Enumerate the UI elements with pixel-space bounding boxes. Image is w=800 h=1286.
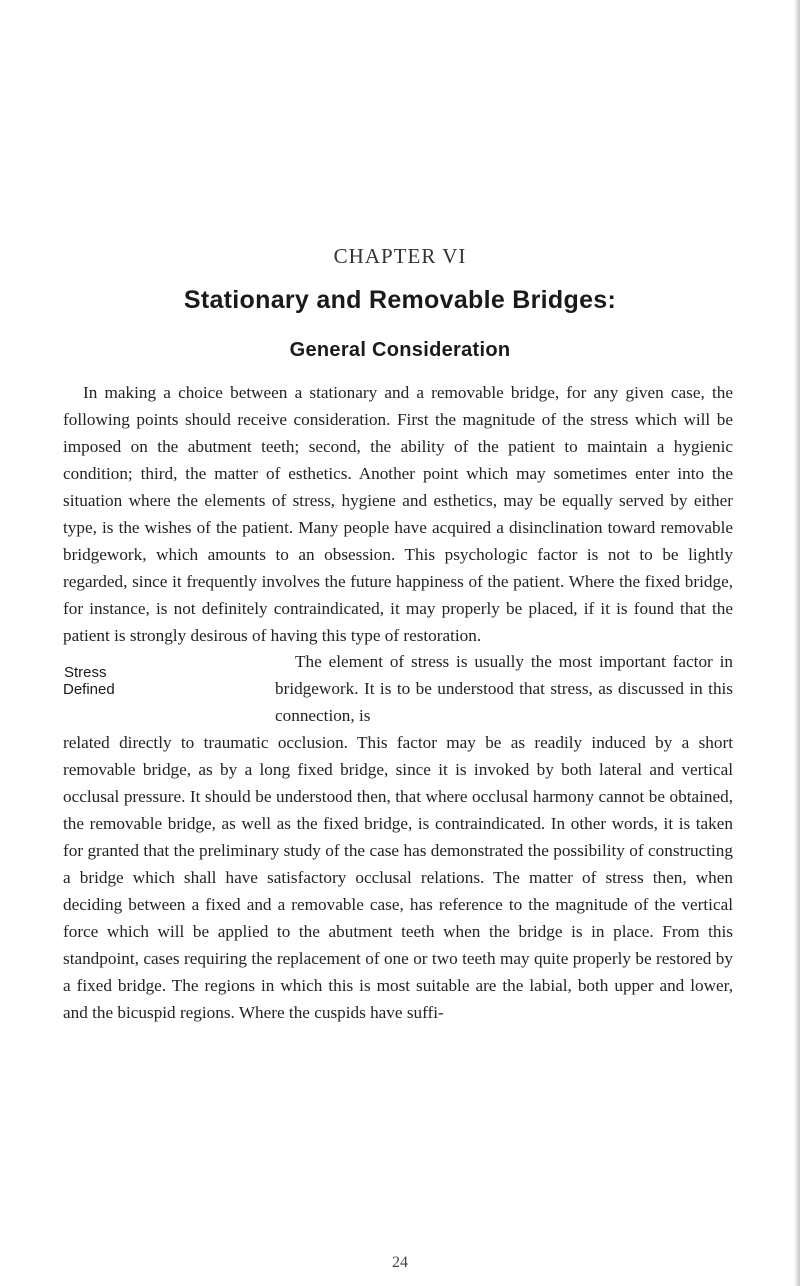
stress-section (63, 648, 733, 729)
paragraph-intro (63, 379, 733, 649)
stress-paragraph-start-text: The element of stress is usually the most important factor in bridgework. It is to be understood that stress, as discussed in this connection, is (275, 652, 733, 725)
chapter-heading: CHAPTER VI (333, 244, 467, 268)
page-edge-shadow (794, 0, 800, 1286)
side-heading (63, 664, 213, 698)
page-subtitle: General Consideration (289, 339, 511, 361)
side-heading-line-2: Defined (63, 681, 115, 698)
side-heading-line-1: Stress (64, 664, 107, 681)
stress-paragraph-continued (63, 729, 733, 1026)
page-number: 24 (392, 1254, 408, 1271)
stress-paragraph-continued-text: related directly to traumatic occlusion. This factor may be as readily induced by a short removable bridge, as by a long fixed bridge, since it is invoked by both lateral and vertical occlusal pressure. It should be understood then, that where occlusal harmony cannot be obtained, the removable bridge, as well as the fixed bridge, is contraindicated. In other words, it is taken for granted that the preliminary study of the case has demonstrated the possibility of constructing a bridge which shall have satisfactory occlusal relations. The matter of stress then, when deciding between a fixed and a removable case, has reference to the magnitude of the vertical force which will be applied to the abutment teeth when the bridge is in place. From this standpoint, cases requiring the replacement of one or two teeth may quite properly be restored by a fixed bridge. The regions in which this is most suitable are the labial, both upper and lower, and the bicuspid regions. Where the cuspids have suffi- (63, 733, 733, 1022)
paragraph-intro-text: In making a choice between a stationary and a removable bridge, for any given case, the following points should receive consideration. First the magnitude of the stress which will be imposed on the abutment teeth; second, the ability of the patient to maintain a hygienic condition; third, the matter of esthetics. Another point which may sometimes enter into the situation where the elements of stress, hygiene and esthetics, may be equally served by either type, is the wishes of the patient. Many people have acquired a disinclination toward removable bridgework, which amounts to an obsession. This psychologic factor is not to be lightly regarded, since it frequently involves the future happiness of the patient. Where the fixed bridge, for instance, is not definitely contraindicated, it may properly be placed, if it is found that the patient is strongly desirous of having this type of restoration. (63, 383, 733, 645)
page-title: Stationary and Removable Bridges: (183, 286, 617, 314)
stress-paragraph-start (275, 648, 733, 729)
